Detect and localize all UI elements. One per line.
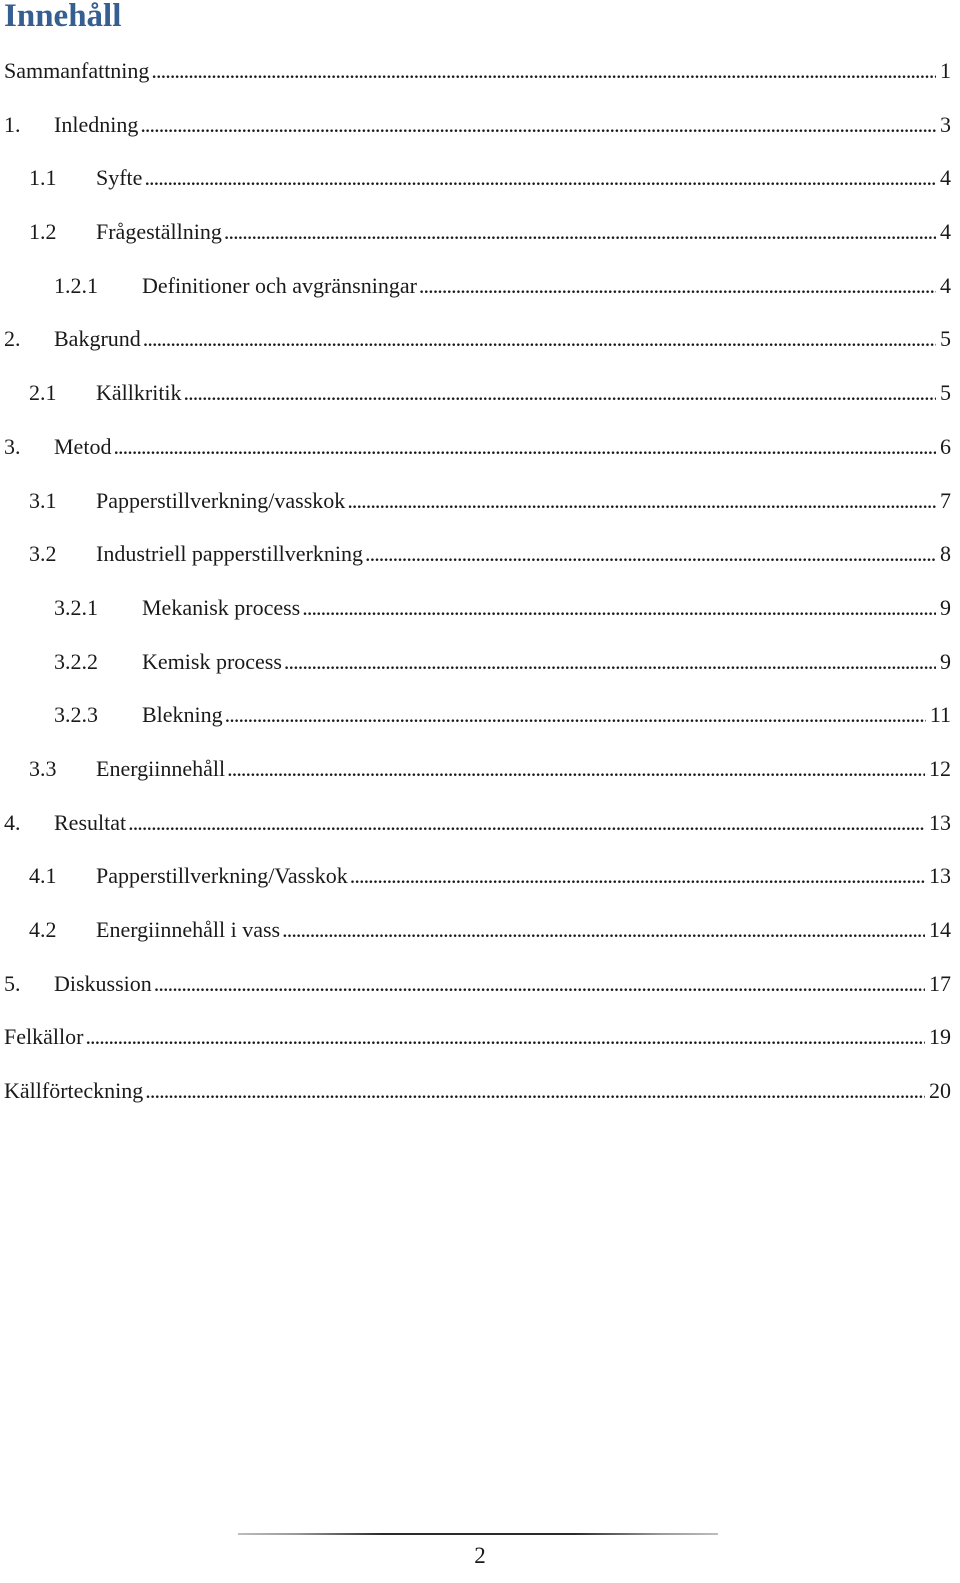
toc-entry-number: 2. — [4, 326, 21, 352]
toc-dot-leader — [284, 644, 936, 680]
toc-entry-number: 1.1 — [29, 165, 57, 191]
toc-entry-definitioner[interactable] — [0, 265, 951, 319]
toc-dot-leader — [224, 214, 936, 250]
table-of-contents — [0, 50, 951, 1124]
toc-entry-label: Definitioner och avgränsningar — [142, 272, 417, 298]
toc-entry-metod[interactable] — [0, 426, 951, 480]
toc-dot-leader — [151, 53, 936, 89]
toc-dot-leader — [419, 268, 936, 304]
toc-entry-number: 3.2.2 — [54, 648, 98, 674]
toc-dot-leader — [145, 1073, 925, 1109]
toc-entry-label: Papperstillverkning/vasskok — [96, 487, 346, 513]
toc-entry-page: 20 — [929, 1078, 951, 1104]
toc-entry-inledning[interactable] — [0, 104, 951, 158]
toc-entry-syfte[interactable] — [0, 157, 951, 211]
toc-entry-number: 1. — [4, 111, 21, 137]
toc-entry-page: 11 — [929, 702, 951, 728]
toc-entry-energiinnehall-i-vass[interactable] — [0, 909, 951, 963]
toc-entry-number: 3.2.1 — [54, 594, 98, 620]
toc-dot-leader — [282, 912, 925, 948]
toc-entry-number: 4. — [4, 809, 21, 835]
toc-entry-number: 2.1 — [29, 380, 57, 406]
toc-entry-page: 8 — [940, 541, 951, 567]
toc-entry-page: 13 — [929, 809, 951, 835]
toc-dot-leader — [140, 107, 936, 143]
toc-entry-number: 3.2 — [29, 541, 57, 567]
toc-entry-label: Frågeställning — [96, 219, 222, 245]
toc-entry-label: Metod — [54, 433, 112, 459]
toc-entry-felkallor[interactable] — [0, 1016, 951, 1070]
toc-entry-page: 19 — [929, 1024, 951, 1050]
toc-entry-label: Sammanfattning — [4, 58, 150, 83]
toc-entry-energiinnehall[interactable] — [0, 748, 951, 802]
toc-entry-label: Energiinnehåll — [96, 755, 226, 781]
toc-entry-blekning[interactable] — [0, 694, 951, 748]
toc-dot-leader — [113, 429, 936, 465]
toc-entry-number: 3.3 — [29, 755, 57, 781]
toc-entry-label: Energiinnehåll i vass — [96, 917, 281, 942]
toc-entry-papperstillverkning-vasskok[interactable] — [0, 480, 951, 534]
toc-entry-label: Resultat — [54, 809, 127, 835]
toc-dot-leader — [227, 751, 925, 787]
toc-entry-page: 4 — [940, 165, 951, 191]
toc-entry-page: 13 — [929, 863, 951, 889]
toc-entry-page: 6 — [940, 433, 951, 459]
toc-dot-leader — [144, 160, 936, 196]
toc-entry-page: 9 — [940, 594, 951, 620]
toc-entry-page: 3 — [940, 111, 951, 137]
toc-entry-sammanfattning[interactable] — [0, 50, 951, 104]
toc-entry-diskussion[interactable] — [0, 963, 951, 1017]
toc-entry-number: 5. — [4, 970, 21, 996]
toc-entry-label: Industriell papperstillverkning — [96, 541, 363, 567]
toc-entry-page: 4 — [940, 219, 951, 245]
toc-dot-leader — [225, 697, 926, 733]
toc-dot-leader — [154, 966, 925, 1002]
toc-dot-leader — [143, 321, 936, 357]
toc-entry-kallforteckning[interactable] — [0, 1070, 951, 1124]
toc-dot-leader — [85, 1019, 925, 1055]
toc-dot-leader — [365, 536, 936, 572]
toc-entry-label: Kemisk process — [142, 648, 282, 674]
toc-entry-page: 5 — [940, 326, 951, 352]
toc-entry-resultat[interactable] — [0, 802, 951, 856]
toc-entry-number: 3.2.3 — [54, 702, 98, 728]
toc-entry-number: 1.2.1 — [54, 272, 98, 298]
toc-entry-bakgrund[interactable] — [0, 318, 951, 372]
toc-entry-label: Bakgrund — [54, 326, 141, 352]
toc-entry-number: 3. — [4, 433, 21, 459]
toc-dot-leader — [302, 590, 936, 626]
toc-entry-label: Mekanisk process — [142, 594, 301, 620]
toc-entry-number: 1.2 — [29, 219, 57, 245]
toc-entry-label: Papperstillverkning/Vasskok — [96, 863, 348, 889]
toc-entry-page: 12 — [929, 755, 951, 781]
toc-entry-number: 3.1 — [29, 487, 57, 513]
toc-dot-leader — [347, 483, 936, 519]
toc-dot-leader — [350, 858, 925, 894]
toc-entry-label: Felkällor — [4, 1024, 84, 1050]
toc-entry-papperstillverkning-vasskok-result[interactable] — [0, 855, 951, 909]
toc-entry-number: 4.2 — [29, 917, 57, 942]
toc-entry-label: Blekning — [142, 702, 223, 728]
toc-entry-kemisk-process[interactable] — [0, 641, 951, 695]
toc-entry-label: Syfte — [96, 165, 143, 191]
toc-entry-label: Källkritik — [96, 380, 182, 406]
toc-dot-leader — [128, 805, 925, 841]
toc-entry-label: Inledning — [54, 111, 139, 137]
toc-entry-page: 17 — [929, 970, 951, 996]
toc-entry-industriell-papperstillverkning[interactable] — [0, 533, 951, 587]
toc-entry-number: 4.1 — [29, 863, 57, 889]
toc-entry-page: 14 — [929, 917, 951, 942]
toc-entry-mekanisk-process[interactable] — [0, 587, 951, 641]
toc-entry-page: 4 — [940, 272, 951, 298]
toc-entry-label: Källförteckning — [4, 1078, 144, 1104]
toc-entry-fragestallning[interactable] — [0, 211, 951, 265]
toc-entry-page: 1 — [940, 58, 951, 83]
toc-entry-kallkritik[interactable] — [0, 372, 951, 426]
toc-entry-page: 7 — [940, 487, 951, 513]
toc-dot-leader — [184, 375, 936, 411]
toc-entry-page: 5 — [940, 380, 951, 406]
page-number: 2 — [474, 1543, 486, 1568]
page-title: Innehåll — [4, 0, 122, 34]
toc-entry-label: Diskussion — [54, 970, 152, 996]
toc-entry-page: 9 — [940, 648, 951, 674]
footer-divider — [238, 1533, 718, 1535]
